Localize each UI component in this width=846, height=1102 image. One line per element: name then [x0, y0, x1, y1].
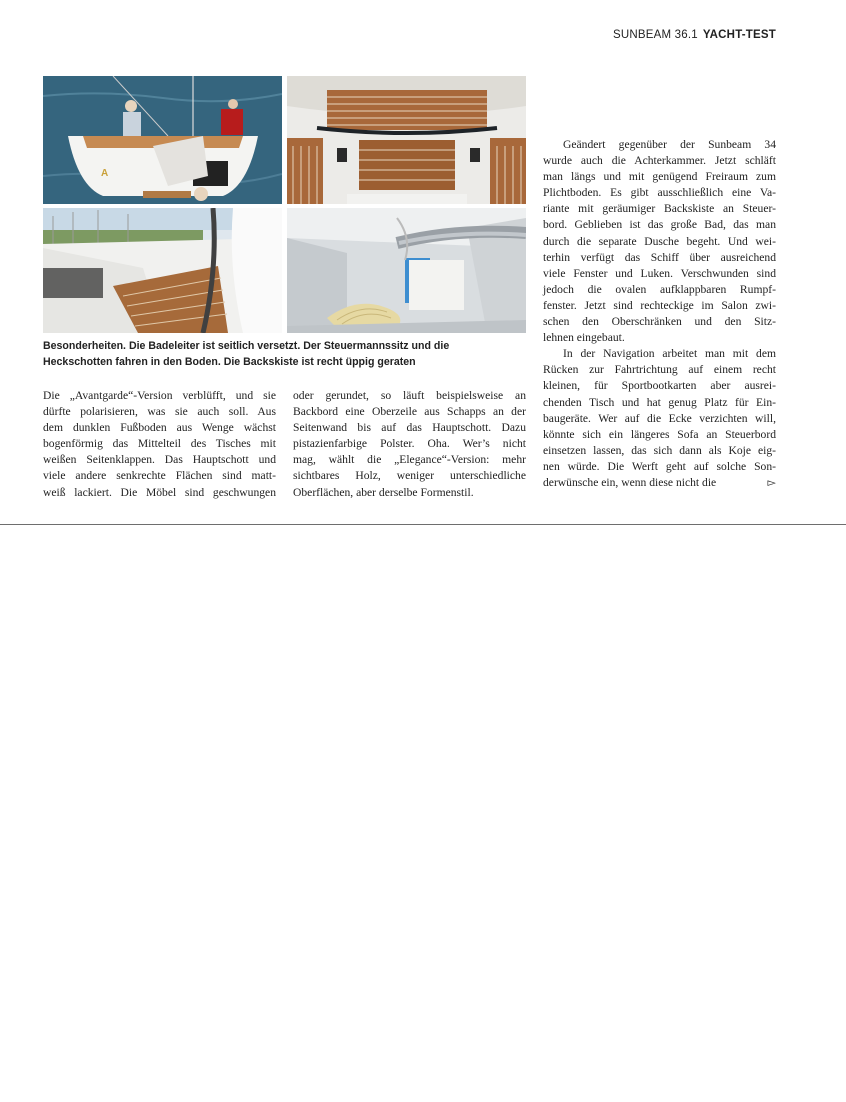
body-line: pistazienfarbige Polster. Oha. Wer’s nicht [293, 437, 526, 451]
photo-locker-interior [287, 208, 526, 333]
header-model: SUNBEAM 36.1 [613, 29, 698, 41]
body-line: bord. Geblieben ist das große Bad, das man [543, 218, 776, 232]
body-line: Plichtboden. Es gibt ausschließlich eine Va- [543, 186, 776, 200]
body-line: Die „Avantgarde“-Version verblüfft, und sie [43, 389, 276, 402]
body-line: nen würde. Die Werft geht auf solche Son- [543, 459, 776, 473]
body-line: oder gerundet, so läuft beispielsweise an [293, 389, 526, 402]
body-line: Seitenwand bis auf das Hauptschott. Dazu [293, 421, 526, 435]
body-line: einsetzen lassen, das sich dann als Koje eig- [543, 443, 776, 457]
body-line: jedoch die ovalen aufklappbaren Rumpf- [543, 282, 776, 296]
body-line: kleinen, für Sportbootkarten aber ausrei- [543, 379, 776, 393]
body-line: Geändert gegenüber der Sunbeam 34 [563, 138, 776, 151]
text-column-3 [543, 137, 776, 491]
body-line: mag, wählt die „Elegance“-Version: mehr [293, 453, 526, 467]
body-line: könnte sich ein längeres Sofa an Steuerbord [543, 427, 776, 441]
body-line: baugeräte. Wer auf die Ecke verzichten will, [543, 411, 776, 425]
photo-yacht-stern [43, 76, 282, 204]
body-line: fenster. Jetzt sind rechteckige im Salon zwi- [543, 298, 776, 312]
caption-line: Heckschotten fahren in den Boden. Die Backskiste ist recht üppig geraten [43, 356, 416, 368]
body-line: terhin verfügt das Schiff über ausreichend [543, 250, 776, 264]
body-line: chenden Tisch und hat genug Platz für Ein- [543, 395, 776, 409]
body-line: Rücken zur Fahrtrichtung auf einem recht [543, 363, 776, 377]
body-line: wurde auch die Achterkammer. Jetzt schläft [543, 154, 776, 168]
photo-caption [43, 338, 533, 370]
body-line: lehnen eingebaut. [543, 331, 625, 345]
body-line-final [543, 475, 776, 491]
body-line-text: derwünsche ein, wenn diese nicht die [543, 475, 717, 489]
triangle-right-icon: ▻ [767, 475, 776, 489]
page-divider [0, 524, 846, 525]
body-line: man längs und mit genügend Freiraum zum [543, 170, 776, 184]
photo-cockpit-floor [287, 76, 526, 204]
body-line: weiß lackiert. Die Möbel sind geschwungen [43, 485, 276, 499]
body-line: bogenförmig das Mittelteil des Tisches mit [43, 437, 276, 451]
caption-line: Besonderheiten. Die Badeleiter ist seitlich versetzt. Der Steuermannssitz und die [43, 340, 450, 352]
body-line: weißen Seitenklappen. Das Hauptschott und [43, 453, 276, 467]
body-line: Backbord eine Oberzeile aus Schapps an der [293, 405, 526, 419]
body-line: durch die separate Dusche begeht. Und wei- [543, 234, 776, 248]
running-header [613, 29, 776, 41]
body-line: dürfte polarisieren, was sie auch soll. Aus [43, 405, 276, 419]
text-column-2 [293, 388, 526, 501]
body-line: viele andere senkrechte Flächen sind matt- [43, 469, 276, 483]
photo1-boat-label: A [101, 168, 109, 179]
body-line: riante mit geräumiger Backskiste an Steuer- [543, 202, 776, 216]
text-column-1 [43, 388, 276, 501]
body-line: schen den Oberschränken und den Sitz- [543, 315, 776, 329]
body-line: Oberflächen, aber derselbe Formenstil. [293, 485, 474, 499]
body-line: sichtbares Holz, weniger unterschiedliche [293, 469, 526, 483]
photo-side-deck [43, 208, 282, 333]
body-line: dem dunklen Fußboden aus Wenge wächst [43, 421, 276, 435]
body-line: In der Navigation arbeitet man mit dem [563, 347, 776, 361]
header-section: YACHT-TEST [702, 29, 776, 41]
body-line: viele Fenster und Luken. Verschwunden sind [543, 266, 776, 280]
